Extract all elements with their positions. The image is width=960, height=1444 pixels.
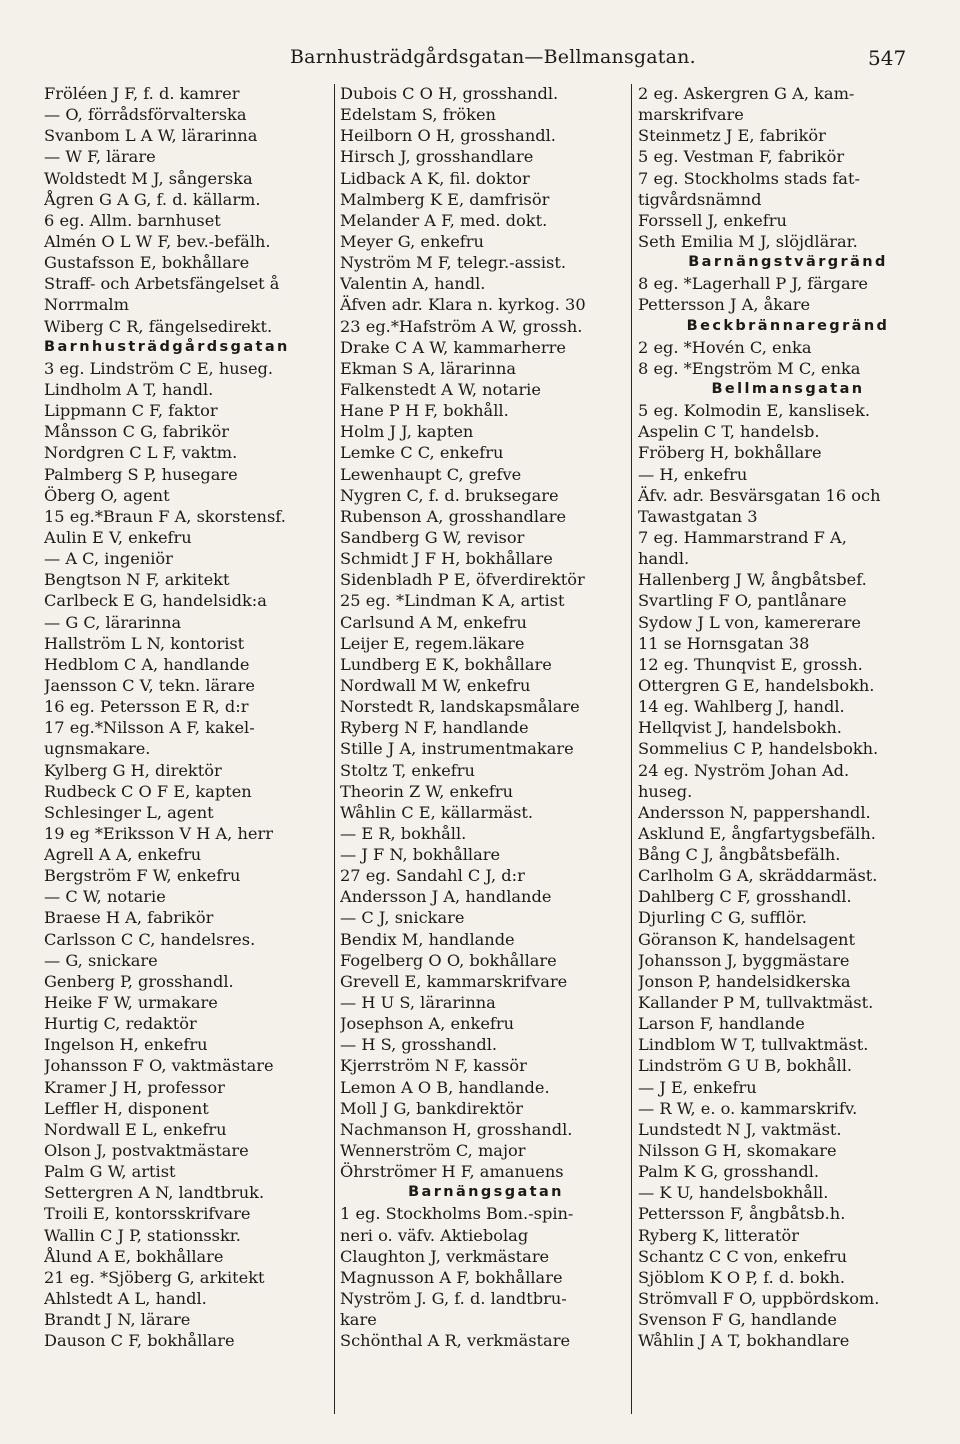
column-rule-1: [334, 84, 335, 1414]
directory-entry: Kjerrström N F, kassör: [340, 1056, 527, 1076]
directory-entry: — G, snickare: [44, 950, 158, 970]
directory-entry: Lindström G U B, bokhåll.: [638, 1056, 853, 1076]
directory-entry: Josephson A, enkefru: [340, 1014, 515, 1034]
directory-entry: 12 eg. Thunqvist E, grossh.: [638, 654, 863, 674]
directory-entry: Andersson N, pappershandl.: [638, 802, 871, 822]
directory-entry: 8 eg. *Lagerhall P J, färgare: [638, 274, 869, 294]
directory-entry: Melander A F, med. dokt.: [340, 210, 548, 230]
directory-entry: Gustafsson E, bokhållare: [44, 253, 250, 273]
directory-entry: Tawastgatan 3: [638, 506, 758, 526]
directory-entry: Theorin Z W, enkefru: [340, 781, 514, 801]
directory-entry: Hallström L N, kontorist: [44, 633, 245, 653]
directory-entry: Lidback A K, fil. doktor: [340, 168, 530, 188]
directory-entry: Sydow J L von, kamererare: [638, 612, 861, 632]
directory-entry: Troili E, kontorsskrifvare: [44, 1204, 251, 1224]
directory-entry: huseg.: [638, 781, 693, 801]
directory-entry: Rubenson A, grosshandlare: [340, 506, 567, 526]
directory-entry: marskrifvare: [638, 105, 744, 125]
directory-entry: — K U, handelsbokhåll.: [638, 1183, 829, 1203]
directory-entry: Wiberg C R, fängelsedirekt.: [44, 316, 273, 336]
directory-entry: Heilborn O H, grosshandl.: [340, 126, 556, 146]
directory-entry: — C J, snickare: [340, 908, 465, 928]
directory-entry: 23 eg.*Hafström A W, grossh.: [340, 316, 583, 336]
page-header: [0, 44, 960, 74]
directory-entry: Stille J A, instrumentmakare: [340, 739, 574, 759]
directory-entry: Dauson C F, bokhållare: [44, 1331, 235, 1351]
directory-entry: Holm J J, kapten: [340, 422, 474, 442]
directory-entry: Agrell A A, enkefru: [44, 845, 202, 865]
directory-entry: Jaensson C V, tekn. lärare: [44, 675, 255, 695]
directory-entry: Hurtig C, redaktör: [44, 1014, 197, 1034]
directory-entry: Svartling F O, pantlånare: [638, 591, 847, 611]
directory-entry: Sandberg G W, revisor: [340, 527, 525, 547]
directory-entry: — W F, lärare: [44, 147, 156, 167]
directory-entry: 14 eg. Wahlberg J, handl.: [638, 697, 845, 717]
directory-entry: Straff- och Arbetsfängelset å: [44, 274, 280, 294]
directory-entry: Sjöblom K O P, f. d. bokh.: [638, 1267, 846, 1287]
column-3: [638, 83, 938, 1423]
directory-entry: Rudbeck C O F E, kapten: [44, 781, 252, 801]
directory-entry: 5 eg. Vestman F, fabrikör: [638, 147, 845, 167]
directory-entry: Pettersson J A, åkare: [638, 295, 811, 315]
directory-entry: kare: [340, 1310, 377, 1330]
directory-entry: Schönthal A R, verkmästare: [340, 1331, 571, 1351]
directory-entry: Nachmanson H, grosshandl.: [340, 1119, 573, 1139]
directory-entry: Olson J, postvaktmästare: [44, 1141, 249, 1161]
directory-entry: 1 eg. Stockholms Bom.-spin-: [340, 1204, 574, 1224]
directory-entry: Woldstedt M J, sångerska: [44, 168, 253, 188]
directory-entry: Fröléen J F, f. d. kamrer: [44, 84, 240, 103]
directory-entry: Göranson K, handelsagent: [638, 929, 855, 949]
directory-entry: Bång C J, ångbåtsbefälh.: [638, 845, 841, 865]
directory-entry: Nordwall M W, enkefru: [340, 675, 531, 695]
running-head: Barnhusträdgårdsgatan—Bellmansgatan.: [290, 46, 696, 68]
directory-entry: Nordgren C L F, vaktm.: [44, 443, 238, 463]
column-2: [340, 83, 632, 1423]
directory-entry: Fogelberg O O, bokhållare: [340, 950, 557, 970]
directory-entry: Kallander P M, tullvaktmäst.: [638, 993, 874, 1013]
directory-entry: Jonson P, handelsidkerska: [638, 971, 851, 991]
directory-entry: — A C, ingeniör: [44, 549, 173, 569]
directory-entry: Nordwall E L, enkefru: [44, 1119, 227, 1139]
directory-entry: 17 eg.*Nilsson A F, kakel-: [44, 718, 255, 738]
directory-entry: Hedblom C A, handlande: [44, 654, 250, 674]
directory-entry: Fröberg H, bokhållare: [638, 443, 822, 463]
directory-entry: Nilsson G H, skomakare: [638, 1141, 837, 1161]
directory-entry: Dubois C O H, grosshandl.: [340, 84, 559, 103]
column-1: [44, 83, 334, 1423]
directory-entry: Nyström J. G, f. d. landtbru-: [340, 1289, 567, 1309]
directory-entry: Wallin C J P, stationsskr.: [44, 1225, 241, 1245]
column-rule-2: [631, 84, 632, 1414]
street-heading: Barnängstvärgränd: [688, 254, 888, 271]
directory-entry: Äfv. adr. Besvärsgatan 16 och: [638, 485, 881, 505]
directory-entry: Forssell J, enkefru: [638, 210, 787, 230]
street-heading: Beckbrännaregränd: [686, 317, 890, 334]
street-heading: Bellmansgatan: [711, 380, 865, 397]
directory-entry: Norstedt R, landskapsmålare: [340, 697, 580, 717]
directory-entry: Bengtson N F, arkitekt: [44, 570, 230, 590]
directory-entry: Malmberg K E, damfrisör: [340, 189, 550, 209]
directory-entry: Drake C A W, kammarherre: [340, 337, 566, 357]
directory-entry: 7 eg. Hammarstrand F A,: [638, 527, 847, 547]
directory-entry: 19 eg *Eriksson V H A, herr: [44, 823, 273, 843]
directory-entry: Lemon A O B, handlande.: [340, 1077, 550, 1097]
directory-entry: handl.: [638, 549, 690, 569]
directory-entry: Leijer E, regem.läkare: [340, 633, 525, 653]
street-heading: Barnhusträdgårdsgatan: [44, 338, 290, 355]
directory-entry: Ryberg K, litteratör: [638, 1225, 799, 1245]
directory-entry: Settergren A N, landtbruk.: [44, 1183, 265, 1203]
directory-entry: — E R, bokhåll.: [340, 823, 467, 843]
directory-entry: Strömvall F O, uppbördskom.: [638, 1289, 880, 1309]
directory-entry: Ågren G A G, f. d. källarm.: [44, 189, 261, 209]
directory-entry: — G C, lärarinna: [44, 612, 182, 632]
directory-entry: Ekman S A, lärarinna: [340, 358, 517, 378]
directory-entry: Aulin E V, enkefru: [44, 527, 192, 547]
directory-entry: Öberg O, agent: [44, 485, 170, 505]
directory-entry: Lundberg E K, bokhållare: [340, 654, 552, 674]
directory-entry: Månsson C G, fabrikör: [44, 422, 229, 442]
directory-entry: Andersson J A, handlande: [340, 887, 552, 907]
directory-entry: Carlsson C C, handelsres.: [44, 929, 256, 949]
directory-entry: — H, enkefru: [638, 464, 748, 484]
directory-entry: 16 eg. Petersson E R, d:r: [44, 697, 249, 717]
directory-entry: 27 eg. Sandahl C J, d:r: [340, 866, 525, 886]
directory-entry: Bendix M, handlande: [340, 929, 515, 949]
directory-entry: Ingelson H, enkefru: [44, 1035, 208, 1055]
directory-entry: 15 eg.*Braun F A, skorstensf.: [44, 506, 286, 526]
page-number: 547: [868, 46, 907, 70]
directory-entry: 2 eg. *Hovén C, enka: [638, 337, 812, 357]
directory-entry: 21 eg. *Sjöberg G, arkitekt: [44, 1267, 265, 1287]
directory-entry: Palm G W, artist: [44, 1162, 176, 1182]
directory-entry: — O, förrådsförvalterska: [44, 105, 247, 125]
directory-entry: 11 se Hornsgatan 38: [638, 633, 810, 653]
directory-entry: 5 eg. Kolmodin E, kanslisek.: [638, 401, 870, 421]
directory-entry: — H U S, lärarinna: [340, 993, 496, 1013]
directory-entry: Äfven adr. Klara n. kyrkog. 30: [340, 295, 586, 315]
directory-entry: Schmidt J F H, bokhållare: [340, 549, 553, 569]
directory-entry: Ryberg N F, handlande: [340, 718, 529, 738]
directory-entry: Carlsund A M, enkefru: [340, 612, 527, 632]
street-heading: Barnängsgatan: [408, 1184, 564, 1201]
directory-entry: Valentin A, handl.: [340, 274, 486, 294]
directory-entry: Norrmalm: [44, 295, 129, 315]
directory-entry: Dahlberg C F, grosshandl.: [638, 887, 852, 907]
directory-entry: Johansson J, byggmästare: [638, 950, 850, 970]
directory-entry: Nygren C, f. d. bruksegare: [340, 485, 559, 505]
directory-entry: Brandt J N, lärare: [44, 1310, 191, 1330]
directory-entry: Lindblom W T, tullvaktmäst.: [638, 1035, 869, 1055]
directory-entry: Bergström F W, enkefru: [44, 866, 241, 886]
directory-entry: Edelstam S, fröken: [340, 105, 496, 125]
directory-entry: Asklund E, ångfartygsbefälh.: [638, 823, 876, 843]
directory-entry: Palmberg S P, husegare: [44, 464, 238, 484]
directory-entry: Ålund A E, bokhållare: [44, 1246, 224, 1266]
directory-entry: Palm K G, grosshandl.: [638, 1162, 820, 1182]
directory-entry: Heike F W, urmakare: [44, 993, 218, 1013]
directory-entry: Hallenberg J W, ångbåtsbef.: [638, 570, 867, 590]
directory-entry: Sommelius C P, handelsbokh.: [638, 739, 879, 759]
directory-entry: Nyström M F, telegr.-assist.: [340, 253, 566, 273]
directory-entry: 6 eg. Allm. barnhuset: [44, 210, 221, 230]
directory-entry: Ottergren G E, handelsbokh.: [638, 675, 875, 695]
directory-entry: Magnusson A F, bokhållare: [340, 1267, 563, 1287]
directory-entry: Leffler H, disponent: [44, 1098, 209, 1118]
directory-entry: — J F N, bokhållare: [340, 845, 501, 865]
directory-entry: Wåhlin C E, källarmäst.: [340, 802, 534, 822]
directory-entry: — J E, enkefru: [638, 1077, 757, 1097]
directory-entry: tigvårdsnämnd: [638, 189, 762, 209]
directory-entry: neri o. väfv. Aktiebolag: [340, 1225, 529, 1245]
directory-entry: Hane P H F, bokhåll.: [340, 401, 509, 421]
directory-entry: Lippmann C F, faktor: [44, 401, 218, 421]
directory-entry: Almén O L W F, bev.-befälh.: [44, 231, 271, 251]
directory-entry: 24 eg. Nyström Johan Ad.: [638, 760, 850, 780]
directory-entry: Svenson F G, handlande: [638, 1310, 837, 1330]
directory-entry: Steinmetz J E, fabrikör: [638, 126, 826, 146]
directory-entry: Falkenstedt A W, notarie: [340, 379, 541, 399]
directory-entry: Lemke C C, enkefru: [340, 443, 504, 463]
directory-entry: Carlbeck E G, handelsidk:a: [44, 591, 267, 611]
directory-entry: Schlesinger L, agent: [44, 802, 214, 822]
directory-entry: Lindholm A T, handl.: [44, 379, 214, 399]
directory-entry: Hirsch J, grosshandlare: [340, 147, 534, 167]
directory-entry: Lundstedt N J, vaktmäst.: [638, 1119, 842, 1139]
directory-entry: 2 eg. Askergren G A, kam-: [638, 84, 855, 103]
directory-entry: Carlholm G A, skräddarmäst.: [638, 866, 878, 886]
directory-entry: Moll J G, bankdirektör: [340, 1098, 524, 1118]
directory-entry: 7 eg. Stockholms stads fat-: [638, 168, 860, 188]
directory-entry: Seth Emilia M J, slöjdlärar.: [638, 231, 858, 251]
directory-entry: Lewenhaupt C, grefve: [340, 464, 522, 484]
directory-entry: Larson F, handlande: [638, 1014, 805, 1034]
directory-entry: Hellqvist J, handelsbokh.: [638, 718, 842, 738]
directory-entry: Ahlstedt A L, handl.: [44, 1289, 207, 1309]
directory-entry: Claughton J, verkmästare: [340, 1246, 550, 1266]
directory-entry: Schantz C C von, enkefru: [638, 1246, 848, 1266]
directory-entry: 8 eg. *Engström M C, enka: [638, 358, 861, 378]
directory-entry: — C W, notarie: [44, 887, 166, 907]
directory-entry: Svanbom L A W, lärarinna: [44, 126, 258, 146]
directory-entry: Braese H A, fabrikör: [44, 908, 214, 928]
directory-entry: Pettersson F, ångbåtsb.h.: [638, 1204, 846, 1224]
directory-entry: Wåhlin J A T, bokhandlare: [638, 1331, 850, 1351]
directory-entry: Stoltz T, enkefru: [340, 760, 475, 780]
directory-entry: ugnsmakare.: [44, 739, 151, 759]
directory-entry: Öhrströmer H F, amanuens: [340, 1162, 564, 1182]
directory-entry: Grevell E, kammarskrifvare: [340, 971, 568, 991]
directory-entry: Djurling C G, sufflör.: [638, 908, 807, 928]
directory-entry: Sidenbladh P E, öfverdirektör: [340, 570, 585, 590]
directory-entry: — R W, e. o. kammarskrifv.: [638, 1098, 858, 1118]
directory-entry: 3 eg. Lindström C E, huseg.: [44, 358, 274, 378]
directory-entry: Kramer J H, professor: [44, 1077, 225, 1097]
directory-entry: Kylberg G H, direktör: [44, 760, 222, 780]
directory-entry: Wennerström C, major: [340, 1141, 526, 1161]
directory-entry: Aspelin C T, handelsb.: [638, 422, 820, 442]
directory-entry: — H S, grosshandl.: [340, 1035, 498, 1055]
directory-entry: Johansson F O, vaktmästare: [44, 1056, 274, 1076]
directory-entry: 25 eg. *Lindman K A, artist: [340, 591, 565, 611]
directory-entry: Genberg P, grosshandl.: [44, 971, 234, 991]
directory-entry: Meyer G, enkefru: [340, 231, 484, 251]
